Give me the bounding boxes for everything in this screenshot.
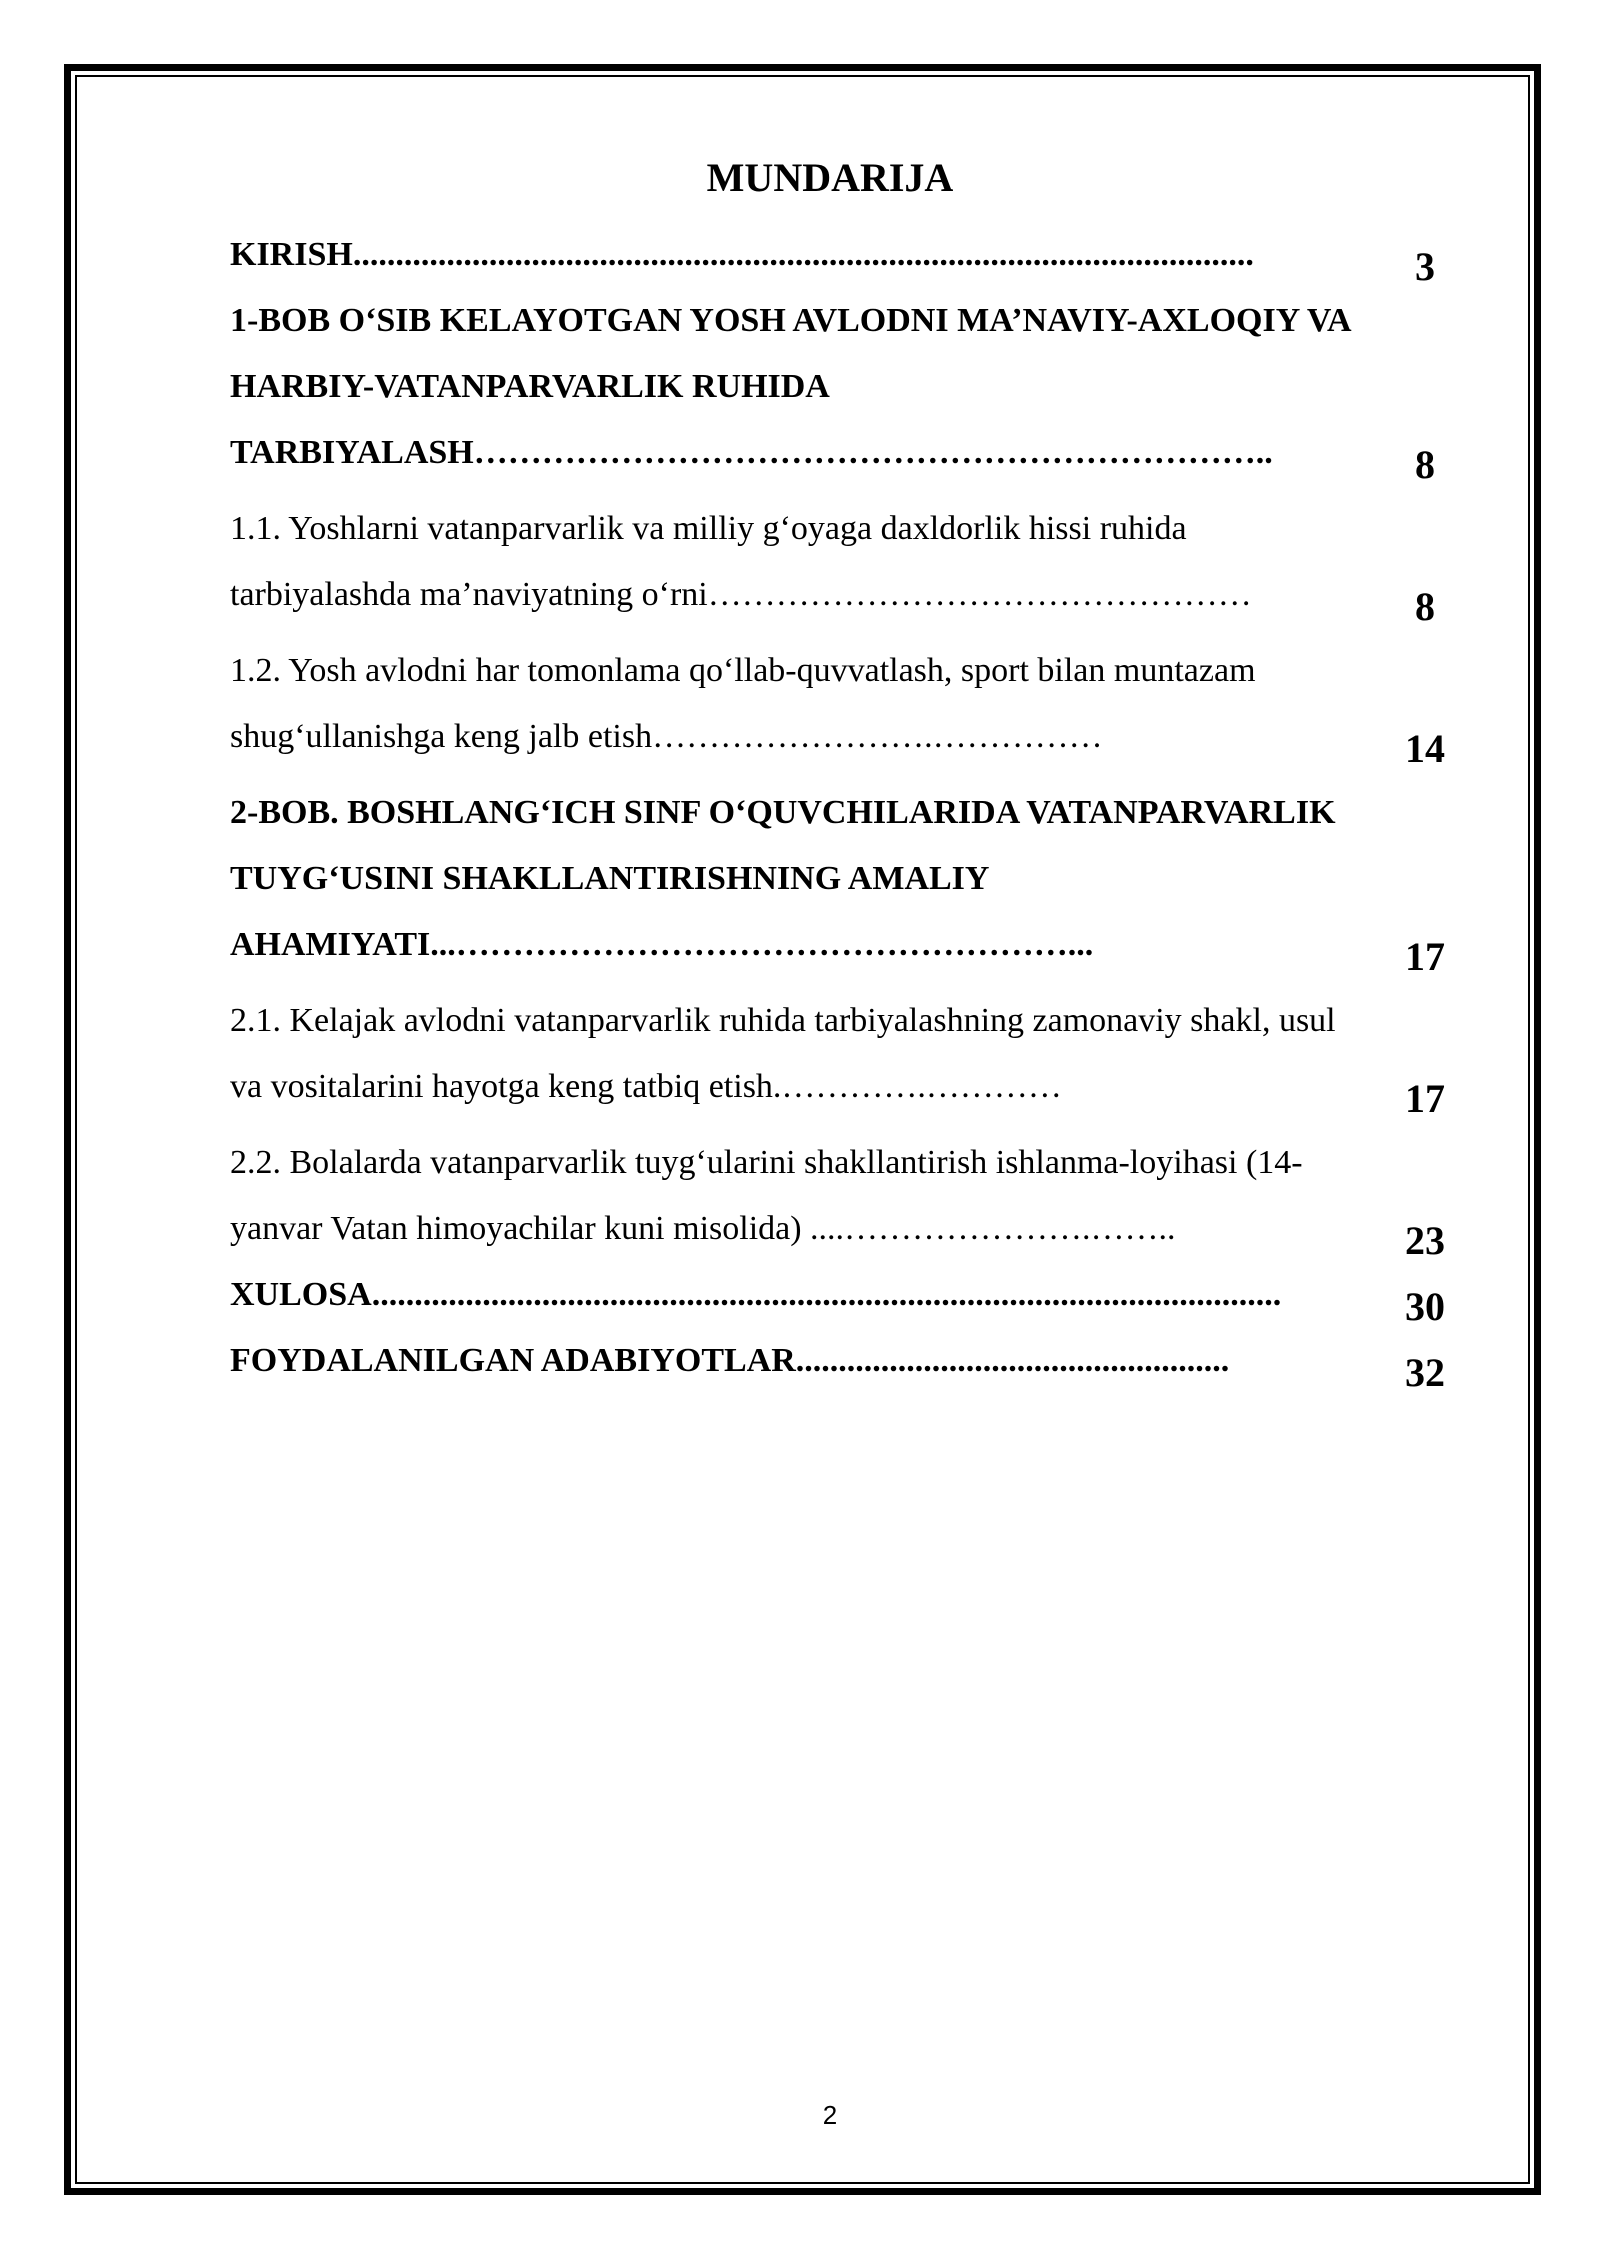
page-number: 2 bbox=[822, 2100, 838, 2130]
toc-entry-chapter-2[interactable] bbox=[230, 780, 1480, 978]
toc-entry-section-1-1[interactable] bbox=[230, 496, 1480, 628]
toc-entry-page-number: 8 bbox=[1415, 584, 1435, 629]
toc-entry-page-number: 3 bbox=[1415, 244, 1435, 289]
document-title: MUNDARIJA bbox=[706, 155, 954, 200]
table-of-contents bbox=[230, 222, 1480, 1394]
toc-entry-section-2-2[interactable] bbox=[230, 1130, 1480, 1262]
toc-entry-text: 1.1. Yoshlarni vatanparvarlik va milliy g‘oyaga daxldorlik hissi ruhida tarbiyalashda ma’naviyatning o‘rni………………………………………… bbox=[230, 510, 1252, 613]
toc-entry-page-number: 17 bbox=[1405, 934, 1445, 979]
toc-entry-text: 2.2. Bolalarda vatanparvarlik tuyg‘ularini shakllantirish ishlanma-loyihasi (14-yanvar Vatan himoyachilar kuni misolida) ....………………….…….. bbox=[230, 1144, 1303, 1247]
toc-entry-text: FOYDALANILGAN ADABIYOTLAR................................................... bbox=[230, 1342, 1230, 1379]
toc-entry-page-number: 32 bbox=[1405, 1350, 1445, 1395]
toc-entry-text: 2.1. Kelajak avlodni vatanparvarlik ruhida tarbiyalashning zamonaviy shakl, usul va vositalarini hayotga keng tatbiq etish.………….………… bbox=[230, 1002, 1336, 1105]
toc-entry-page-number: 23 bbox=[1405, 1218, 1445, 1263]
toc-entry-adabiyotlar[interactable] bbox=[230, 1328, 1480, 1394]
toc-entry-text: 2-BOB. BOSHLANG‘ICH SINF O‘QUVCHILARIDA VATANPARVARLIK TUYG‘USINI SHAKLLANTIRISHNING AMALIY AHAMIYATI...………………………………………………... bbox=[230, 794, 1336, 963]
toc-entry-chapter-1[interactable] bbox=[230, 288, 1480, 486]
toc-entry-page-number: 14 bbox=[1405, 726, 1445, 771]
toc-entry-xulosa[interactable] bbox=[230, 1262, 1480, 1328]
toc-entry-section-2-1[interactable] bbox=[230, 988, 1480, 1120]
toc-entry-page-number: 8 bbox=[1415, 442, 1435, 487]
toc-entry-text: 1.2. Yosh avlodni har tomonlama qo‘llab-quvvatlash, sport bilan muntazam shug‘ullanishga keng jalb etish…………………….…………… bbox=[230, 652, 1256, 755]
toc-entry-section-1-2[interactable] bbox=[230, 638, 1480, 770]
toc-entry-kirish[interactable] bbox=[230, 222, 1480, 288]
toc-entry-text: XULOSA........................................................................................................... bbox=[230, 1276, 1282, 1313]
toc-entry-text: KIRISH.......................................................................................................... bbox=[230, 236, 1254, 273]
toc-entry-text: 1-BOB O‘SIB KELAYOTGAN YOSH AVLODNI MA’NAVIY-AXLOQIY VA HARBIY-VATANPARVARLIK RUHIDA TARBIYALASH…………………………………………………………….. bbox=[230, 302, 1350, 471]
toc-entry-page-number: 17 bbox=[1405, 1076, 1445, 1121]
toc-entry-page-number: 30 bbox=[1405, 1284, 1445, 1329]
